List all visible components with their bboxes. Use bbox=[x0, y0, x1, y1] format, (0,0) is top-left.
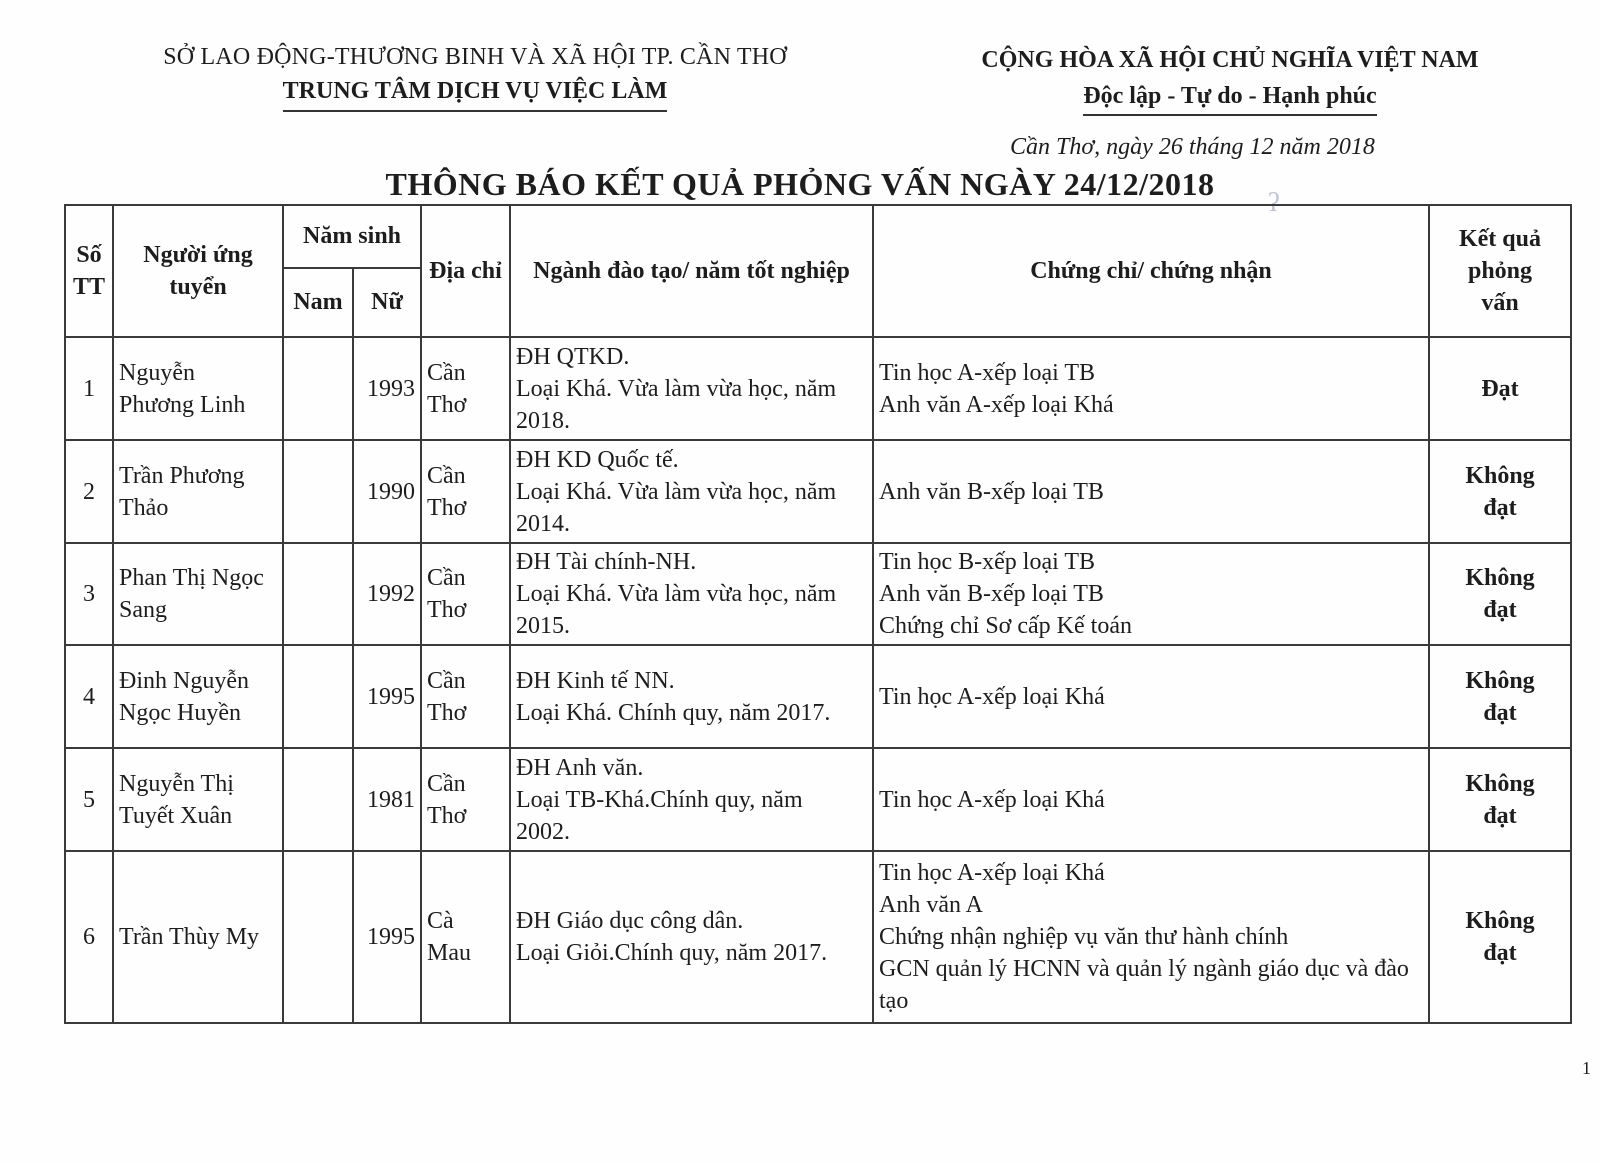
table-row bbox=[65, 748, 1571, 851]
row-candidate-name: Phan Thị Ngọc Sang bbox=[113, 543, 283, 645]
row-female-year: 1995 bbox=[353, 645, 421, 748]
row-female-year: 1981 bbox=[353, 748, 421, 851]
row-male-year bbox=[283, 440, 353, 543]
row-female-year: 1992 bbox=[353, 543, 421, 645]
header-address: Địa chỉ bbox=[421, 205, 510, 337]
table-row bbox=[65, 440, 1571, 543]
row-address: Cần Thơ bbox=[421, 440, 510, 543]
row-result: Không đạt bbox=[1429, 543, 1571, 645]
row-male-year bbox=[283, 851, 353, 1023]
table-row bbox=[65, 543, 1571, 645]
interview-results-table bbox=[64, 204, 1572, 1024]
row-major: ĐH QTKD. Loại Khá. Vừa làm vừa học, năm 2018. bbox=[510, 337, 873, 440]
table-row bbox=[65, 337, 1571, 440]
row-major: ĐH KD Quốc tế. Loại Khá. Vừa làm vừa học, năm 2014. bbox=[510, 440, 873, 543]
scan-mark: ʔ bbox=[1268, 188, 1280, 217]
row-address: Cần Thơ bbox=[421, 748, 510, 851]
issuing-organization bbox=[150, 40, 800, 112]
header-major: Ngành đào tạo/ năm tốt nghiệp bbox=[510, 205, 873, 337]
row-major: ĐH Kinh tế NN. Loại Khá. Chính quy, năm 2017. bbox=[510, 645, 873, 748]
row-certificates: Tin học A-xếp loại Khá bbox=[873, 645, 1429, 748]
row-male-year bbox=[283, 645, 353, 748]
row-female-year: 1993 bbox=[353, 337, 421, 440]
row-stt: 3 bbox=[65, 543, 113, 645]
row-address: Cần Thơ bbox=[421, 543, 510, 645]
row-male-year bbox=[283, 337, 353, 440]
row-certificates: Tin học B-xếp loại TB Anh văn B-xếp loại TB Chứng chỉ Sơ cấp Kế toán bbox=[873, 543, 1429, 645]
table-row bbox=[65, 851, 1571, 1023]
header-female: Nữ bbox=[353, 268, 421, 337]
row-address: Cần Thơ bbox=[421, 645, 510, 748]
row-female-year: 1990 bbox=[353, 440, 421, 543]
document-title: THÔNG BÁO KẾT QUẢ PHỎNG VẤN NGÀY 24/12/2018 bbox=[385, 166, 1215, 202]
row-stt: 4 bbox=[65, 645, 113, 748]
parent-organization: SỞ LAO ĐỘNG-THƯƠNG BINH VÀ XÃ HỘI TP. CẦN THƠ bbox=[163, 44, 787, 70]
row-major: ĐH Tài chính-NH. Loại Khá. Vừa làm vừa học, năm 2015. bbox=[510, 543, 873, 645]
row-stt: 6 bbox=[65, 851, 113, 1023]
row-certificates: Tin học A-xếp loại TB Anh văn A-xếp loại Khá bbox=[873, 337, 1429, 440]
row-male-year bbox=[283, 748, 353, 851]
table-row bbox=[65, 645, 1571, 748]
row-certificates: Tin học A-xếp loại Khá Anh văn A Chứng nhận nghiệp vụ văn thư hành chính GCN quản lý HCNN và quản lý ngành giáo dục và đào tạo bbox=[873, 851, 1429, 1023]
organization-name: TRUNG TÂM DỊCH VỤ VIỆC LÀM bbox=[283, 74, 668, 112]
row-address: Cần Thơ bbox=[421, 337, 510, 440]
row-candidate-name: Trần Phương Thảo bbox=[113, 440, 283, 543]
row-result: Không đạt bbox=[1429, 748, 1571, 851]
row-candidate-name: Đinh Nguyễn Ngọc Huyền bbox=[113, 645, 283, 748]
header-result: Kết quả phỏng vấn bbox=[1429, 205, 1571, 337]
page-number: 1 bbox=[1582, 1058, 1591, 1078]
national-motto: Độc lập - Tự do - Hạnh phúc bbox=[1083, 78, 1376, 116]
header-candidate: Người ứng tuyển bbox=[113, 205, 283, 337]
place-and-date: Cần Thơ, ngày 26 tháng 12 năm 2018 bbox=[1010, 134, 1375, 160]
header-stt: Số TT bbox=[65, 205, 113, 337]
header-male: Nam bbox=[283, 268, 353, 337]
row-stt: 2 bbox=[65, 440, 113, 543]
row-result: Không đạt bbox=[1429, 851, 1571, 1023]
row-candidate-name: Nguyễn Phương Linh bbox=[113, 337, 283, 440]
national-heading bbox=[950, 42, 1510, 116]
row-major: ĐH Giáo dục công dân. Loại Giỏi.Chính quy, năm 2017. bbox=[510, 851, 873, 1023]
row-result: Không đạt bbox=[1429, 440, 1571, 543]
row-candidate-name: Nguyễn Thị Tuyết Xuân bbox=[113, 748, 283, 851]
row-male-year bbox=[283, 543, 353, 645]
row-certificates: Tin học A-xếp loại Khá bbox=[873, 748, 1429, 851]
row-result: Không đạt bbox=[1429, 645, 1571, 748]
header-row bbox=[65, 205, 1571, 268]
row-female-year: 1995 bbox=[353, 851, 421, 1023]
row-major: ĐH Anh văn. Loại TB-Khá.Chính quy, năm 2002. bbox=[510, 748, 873, 851]
row-stt: 1 bbox=[65, 337, 113, 440]
row-address: Cà Mau bbox=[421, 851, 510, 1023]
nation-name: CỘNG HÒA XÃ HỘI CHỦ NGHĨA VIỆT NAM bbox=[981, 47, 1479, 73]
row-result: Đạt bbox=[1429, 337, 1571, 440]
row-stt: 5 bbox=[65, 748, 113, 851]
row-candidate-name: Trần Thùy My bbox=[113, 851, 283, 1023]
header-birth-year: Năm sinh bbox=[283, 205, 421, 268]
row-certificates: Anh văn B-xếp loại TB bbox=[873, 440, 1429, 543]
header-certificates: Chứng chỉ/ chứng nhận bbox=[873, 205, 1429, 337]
